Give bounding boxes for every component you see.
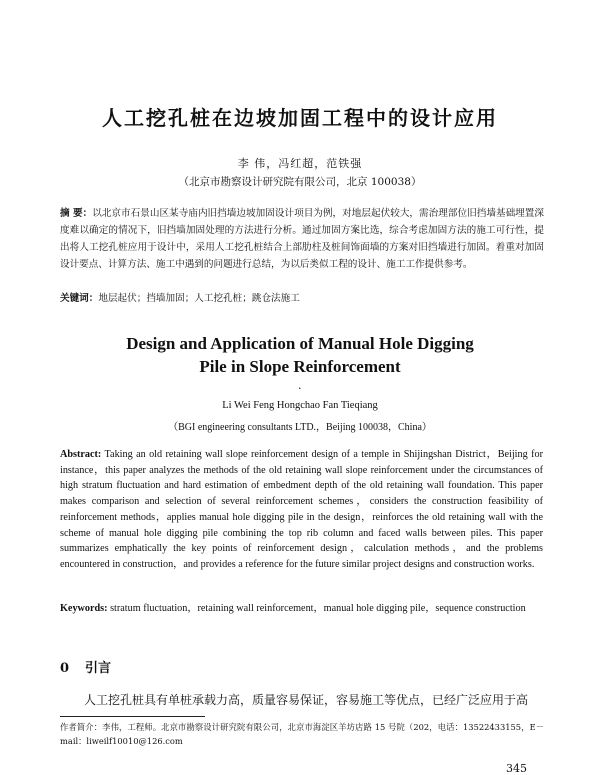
english-title [0, 332, 600, 378]
chinese-authors: 李 伟，冯红超，范铁强 [237, 157, 363, 170]
chinese-abstract [60, 205, 544, 273]
page-number: 345 [506, 762, 527, 775]
chinese-keywords-label: 关键词： [60, 293, 99, 304]
english-abstract-text: Taking an old retaining wall slope reinforcement design of a temple in Shijingshan District，Beijing for instance，this paper analyzes the methods of the old retaining wall slope reinforcement under the circumstances of high stratum fluctuation and hard estimation of embedment depth of the old retaining wall foundation. This paper makes comparison and selection of several reinforcement schemes，considers the construction feasibility of reinforcement methods，applies manual hole digging pile in the design，reinforces the old retaining wall with the scheme of manual hole digging pile combining the top rib column and faced walls between piles. This paper summarizes emphatically the key points of reinforcement design，calculation methods，and the problems encountered in construction，and provides a reference for the future similar project designs and construction works. [60, 449, 543, 570]
english-title-line2: Pile in Slope Reinforcement [199, 357, 401, 376]
english-keywords-label: Keywords: [60, 603, 108, 614]
english-abstract [60, 447, 543, 573]
english-affiliation: （BGI engineering consultants LTD.，Beijing 100038，China） [168, 422, 432, 433]
chinese-keywords-text: 地层起伏；挡墙加固；人工挖孔桩；跳仓法施工 [98, 293, 300, 304]
chinese-keywords [60, 290, 544, 307]
body-paragraph: 人工挖孔桩具有单桩承载力高，质量容易保证，容易施工等优点，已经广泛应用于高 [84, 693, 529, 707]
english-abstract-label: Abstract: [60, 449, 102, 460]
chinese-affiliation: （北京市勘察设计研究院有限公司，北京 100038） [178, 176, 422, 188]
chinese-title: 人工挖孔桩在边坡加固工程中的设计应用 [102, 106, 498, 130]
english-authors: Li Wei Feng Hongchao Fan Tieqiang [222, 400, 378, 411]
english-keywords [60, 601, 543, 617]
english-keywords-text: stratum fluctuation，retaining wall reinforcement，manual hole digging pile，sequence construction [110, 603, 526, 614]
chinese-abstract-text: 以北京市石景山区某寺庙内旧挡墙边坡加固设计项目为例，对地层起伏较大，需治理部位旧挡墙基础埋置深度难以确定的情况下，旧挡墙加固处理的方法进行分析。通过加固方案比选，综合考虑加固方法的施工可行性，提出将人工挖孔桩应用于设计中，采用人工挖孔桩结合上部肋柱及桩间饰面墙的方案对旧挡墙进行加固。着重对加固设计要点、计算方法、施工中遇到的问题进行总结，为以后类似工程的设计、施工工作提供参考。 [60, 208, 544, 270]
english-title-line1: Design and Application of Manual Hole Digging [126, 334, 474, 353]
separator-dot: · [298, 382, 302, 395]
author-footnote: 作者简介：李伟，工程师。北京市勘察设计研究院有限公司，北京市海淀区羊坊店路 15 号院（202，电话：13522433155，E－mail：liweilf10010@126.com [60, 722, 544, 746]
section-heading [60, 657, 111, 676]
footnote-rule [60, 716, 205, 717]
chinese-abstract-label: 摘 要： [60, 208, 93, 219]
section-title: 引言 [85, 661, 112, 676]
section-number: 0 [60, 661, 70, 676]
